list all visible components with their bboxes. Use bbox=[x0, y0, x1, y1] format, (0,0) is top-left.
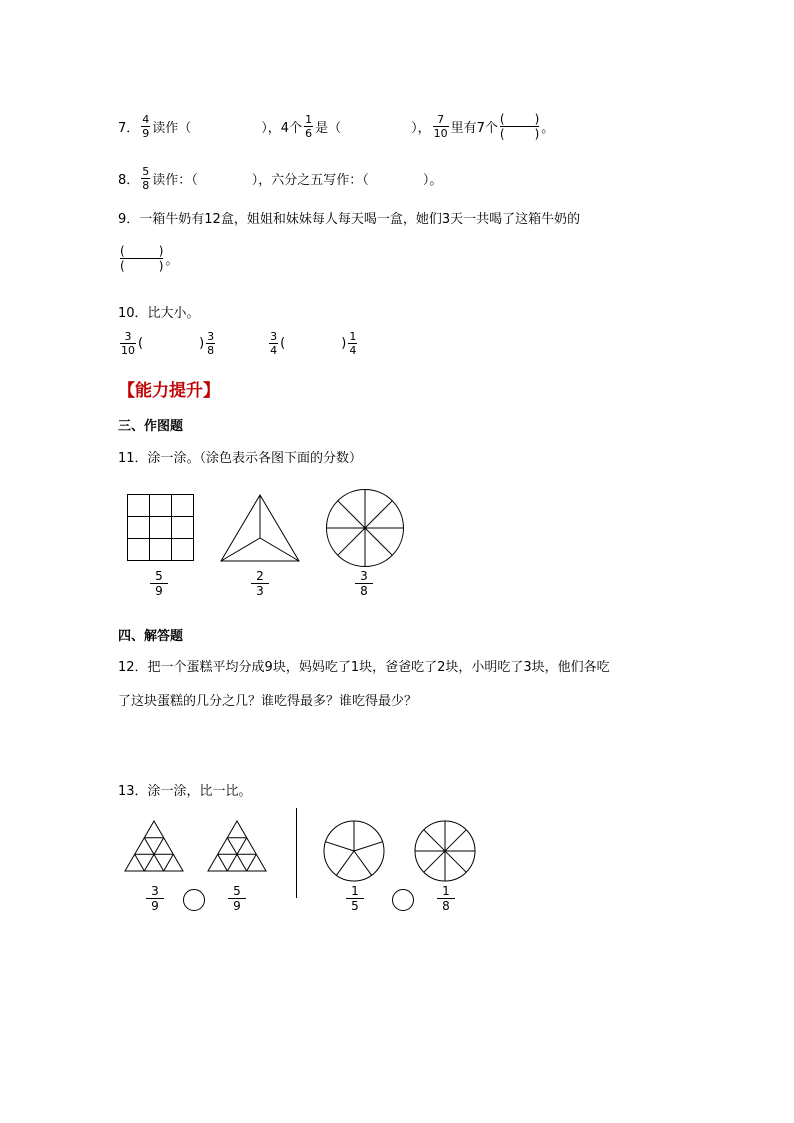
section-ability-heading: 【能力提升】 bbox=[118, 381, 220, 401]
triangle-ninths-figure-2[interactable] bbox=[207, 820, 267, 872]
triangle-outline bbox=[208, 821, 266, 871]
denominator: 8 bbox=[442, 899, 450, 913]
fraction-label-1-5 bbox=[346, 884, 364, 913]
question-number: 7． bbox=[118, 121, 140, 136]
numerator: 5 bbox=[233, 884, 241, 898]
numerator: 3 bbox=[124, 330, 132, 343]
blank-denominator bbox=[500, 127, 539, 141]
triangle-grid-line bbox=[218, 854, 228, 871]
blank-fraction[interactable] bbox=[120, 244, 163, 273]
paren-close: ) bbox=[534, 112, 540, 126]
text: 读作：（ bbox=[152, 173, 198, 188]
numerator: 5 bbox=[155, 569, 163, 583]
denominator: 10 bbox=[121, 344, 135, 357]
numerator: 2 bbox=[256, 569, 264, 583]
numerator: 5 bbox=[142, 165, 150, 178]
numerator: 3 bbox=[270, 330, 278, 343]
text: 。 bbox=[165, 253, 179, 268]
compare-row bbox=[118, 330, 359, 357]
fraction-3-4 bbox=[269, 330, 278, 357]
section-4-heading: 四、解答题 bbox=[118, 629, 184, 644]
question-9-text: 9．一箱牛奶有12盒，姐姐和妹妹每人每天喝一盒，她们3天一共喝了这箱牛奶的 bbox=[118, 212, 581, 227]
question-13-text: 13．涂一涂，比一比。 bbox=[118, 784, 252, 799]
circle-divider bbox=[354, 851, 372, 875]
fraction-3-10 bbox=[120, 330, 136, 357]
compare-circle[interactable] bbox=[183, 889, 205, 911]
text: 里有7个 bbox=[450, 121, 498, 136]
paren-close: ) bbox=[534, 127, 540, 141]
text: 读作（ bbox=[152, 121, 192, 136]
denominator: 8 bbox=[360, 584, 368, 598]
fraction-label-1-8 bbox=[437, 884, 455, 913]
circle-divider bbox=[336, 851, 354, 875]
denominator: 4 bbox=[270, 344, 278, 357]
numerator: 1 bbox=[351, 884, 359, 898]
triangle-grid-line bbox=[247, 854, 257, 871]
paren-close: ) bbox=[158, 244, 164, 258]
question-7 bbox=[118, 112, 554, 141]
paren-close: ) bbox=[199, 336, 205, 351]
section-3-heading: 三、作图题 bbox=[118, 419, 184, 434]
denominator: 9 bbox=[142, 127, 150, 140]
paren-close: ) bbox=[341, 336, 347, 351]
fraction-label-3-8 bbox=[355, 569, 373, 598]
denominator: 3 bbox=[256, 584, 264, 598]
triangle-grid-line bbox=[135, 854, 145, 871]
denominator: 6 bbox=[305, 127, 313, 140]
text: 。 bbox=[541, 121, 555, 136]
paren-open: ( bbox=[120, 259, 125, 273]
denominator: 4 bbox=[349, 344, 357, 357]
fraction-label-5-9 bbox=[150, 569, 168, 598]
circle-eighths-figure-2[interactable] bbox=[414, 820, 476, 882]
divider-line bbox=[296, 808, 297, 898]
fraction-4-9 bbox=[141, 113, 150, 140]
blank-numerator bbox=[500, 112, 539, 126]
circle-eighths-figure[interactable] bbox=[325, 488, 405, 568]
triangle-ninths-figure-1[interactable] bbox=[124, 820, 184, 872]
denominator: 5 bbox=[351, 899, 359, 913]
numerator: 3 bbox=[207, 330, 215, 343]
triangle-divider bbox=[260, 538, 299, 561]
triangle-outline bbox=[125, 821, 183, 871]
paren-close: ) bbox=[158, 259, 164, 273]
circle-divider bbox=[326, 842, 355, 851]
blank-numerator bbox=[120, 244, 163, 258]
triangle-figure[interactable] bbox=[220, 494, 300, 562]
question-8 bbox=[118, 165, 442, 192]
fraction-1-6 bbox=[304, 113, 313, 140]
numerator: 3 bbox=[151, 884, 159, 898]
paren-open: ( bbox=[138, 336, 144, 351]
denominator: 9 bbox=[151, 899, 159, 913]
question-10-text: 10．比大小。 bbox=[118, 306, 200, 321]
text: 是（ bbox=[315, 121, 342, 136]
compare-circle[interactable] bbox=[392, 889, 414, 911]
denominator: 8 bbox=[142, 179, 150, 192]
denominator: 10 bbox=[433, 127, 448, 140]
triangle-divider bbox=[221, 538, 260, 561]
fraction-7-10 bbox=[433, 113, 449, 140]
question-11-text: 11．涂一涂。（涂色表示各图下面的分数） bbox=[118, 451, 363, 466]
grid-3x3-figure[interactable] bbox=[127, 494, 195, 562]
text: ）， bbox=[411, 121, 431, 136]
denominator: 9 bbox=[233, 899, 241, 913]
text: ），4个 bbox=[261, 121, 303, 136]
numerator: 4 bbox=[142, 113, 150, 126]
triangle-grid-line bbox=[164, 854, 174, 871]
grid-outline bbox=[128, 495, 194, 561]
circle-divider bbox=[354, 842, 383, 851]
question-12-line2: 了这块蛋糕的几分之几？谁吃得最多？谁吃得最少？ bbox=[118, 694, 418, 709]
paren-open: ( bbox=[499, 127, 505, 141]
question-9-answer bbox=[118, 244, 178, 273]
question-number: 8． bbox=[118, 173, 140, 188]
numerator: 7 bbox=[437, 113, 445, 126]
denominator: 9 bbox=[155, 584, 163, 598]
fraction-label-5-9 bbox=[228, 884, 246, 913]
fraction-5-8 bbox=[141, 165, 150, 192]
numerator: 1 bbox=[305, 113, 313, 126]
blank-denominator bbox=[120, 259, 163, 273]
numerator: 3 bbox=[360, 569, 368, 583]
text: ）。 bbox=[422, 173, 443, 188]
fraction-1-4 bbox=[348, 330, 357, 357]
paren-open: ( bbox=[120, 244, 125, 258]
fraction-label-3-9 bbox=[146, 884, 164, 913]
circle-fifths-figure[interactable] bbox=[323, 820, 385, 882]
paren-open: ( bbox=[499, 112, 505, 126]
blank-fraction[interactable] bbox=[500, 112, 539, 141]
numerator: 1 bbox=[349, 330, 357, 343]
question-12-line1: 12．把一个蛋糕平均分成9块，妈妈吃了1块，爸爸吃了2块，小明吃了3块，他们各吃 bbox=[118, 660, 610, 675]
fraction-3-8 bbox=[206, 330, 215, 357]
fraction-label-2-3 bbox=[251, 569, 269, 598]
text: ），六分之五写作：（ bbox=[251, 173, 369, 188]
denominator: 8 bbox=[207, 344, 215, 357]
numerator: 1 bbox=[442, 884, 450, 898]
paren-open: ( bbox=[280, 336, 286, 351]
